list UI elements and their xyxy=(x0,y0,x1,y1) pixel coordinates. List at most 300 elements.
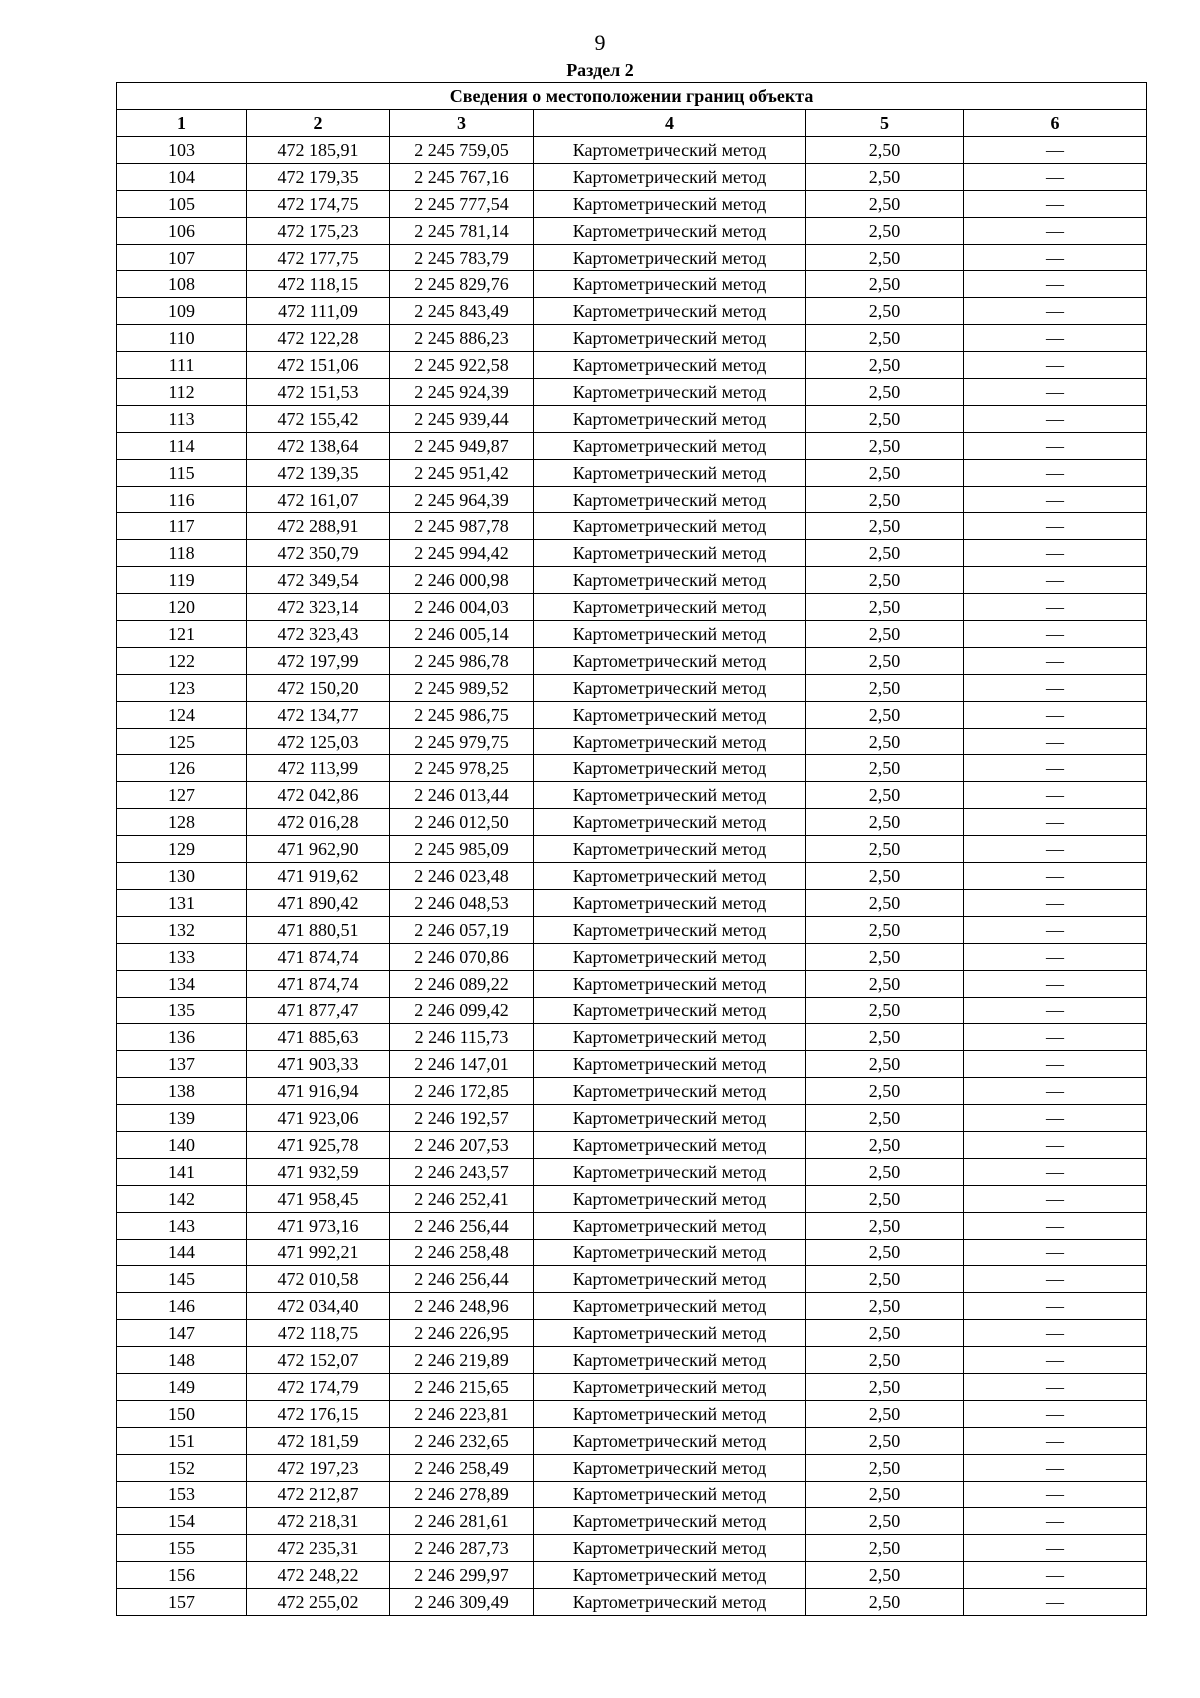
y-coordinate-cell: 2 245 989,52 xyxy=(390,674,534,701)
table-row xyxy=(117,325,1147,352)
method-cell: Картометрический метод xyxy=(534,1131,806,1158)
method-cell: Картометрический метод xyxy=(534,1535,806,1562)
point-number-cell: 117 xyxy=(117,513,247,540)
point-number-cell: 148 xyxy=(117,1347,247,1374)
point-number-cell: 147 xyxy=(117,1320,247,1347)
x-coordinate-cell: 472 150,20 xyxy=(247,674,390,701)
method-cell: Картометрический метод xyxy=(534,1212,806,1239)
description-cell: — xyxy=(964,1105,1147,1132)
accuracy-cell: 2,50 xyxy=(806,863,964,890)
table-row xyxy=(117,970,1147,997)
x-coordinate-cell: 472 248,22 xyxy=(247,1562,390,1589)
x-coordinate-cell: 472 122,28 xyxy=(247,325,390,352)
point-number-cell: 157 xyxy=(117,1589,247,1616)
point-number-cell: 114 xyxy=(117,432,247,459)
accuracy-cell: 2,50 xyxy=(806,137,964,164)
description-cell: — xyxy=(964,943,1147,970)
table-row xyxy=(117,513,1147,540)
x-coordinate-cell: 472 113,99 xyxy=(247,755,390,782)
point-number-cell: 156 xyxy=(117,1562,247,1589)
description-cell: — xyxy=(964,567,1147,594)
point-number-cell: 122 xyxy=(117,647,247,674)
point-number-cell: 105 xyxy=(117,190,247,217)
method-cell: Картометрический метод xyxy=(534,137,806,164)
accuracy-cell: 2,50 xyxy=(806,809,964,836)
column-header: 2 xyxy=(247,110,390,137)
accuracy-cell: 2,50 xyxy=(806,405,964,432)
point-number-cell: 112 xyxy=(117,379,247,406)
accuracy-cell: 2,50 xyxy=(806,1185,964,1212)
description-cell: — xyxy=(964,863,1147,890)
method-cell: Картометрический метод xyxy=(534,244,806,271)
table-row xyxy=(117,1400,1147,1427)
x-coordinate-cell: 472 138,64 xyxy=(247,432,390,459)
y-coordinate-cell: 2 245 986,75 xyxy=(390,701,534,728)
accuracy-cell: 2,50 xyxy=(806,567,964,594)
accuracy-cell: 2,50 xyxy=(806,244,964,271)
x-coordinate-cell: 472 161,07 xyxy=(247,486,390,513)
point-number-cell: 153 xyxy=(117,1481,247,1508)
table-caption: Сведения о местоположении границ объекта xyxy=(117,83,1147,110)
accuracy-cell: 2,50 xyxy=(806,1078,964,1105)
method-cell: Картометрический метод xyxy=(534,325,806,352)
point-number-cell: 149 xyxy=(117,1373,247,1400)
y-coordinate-cell: 2 246 256,44 xyxy=(390,1212,534,1239)
method-cell: Картометрический метод xyxy=(534,701,806,728)
table-row xyxy=(117,1266,1147,1293)
method-cell: Картометрический метод xyxy=(534,1078,806,1105)
x-coordinate-cell: 471 992,21 xyxy=(247,1239,390,1266)
method-cell: Картометрический метод xyxy=(534,1481,806,1508)
x-coordinate-cell: 472 155,42 xyxy=(247,405,390,432)
method-cell: Картометрический метод xyxy=(534,298,806,325)
point-number-cell: 118 xyxy=(117,540,247,567)
accuracy-cell: 2,50 xyxy=(806,1562,964,1589)
accuracy-cell: 2,50 xyxy=(806,647,964,674)
description-cell: — xyxy=(964,836,1147,863)
method-cell: Картометрический метод xyxy=(534,1024,806,1051)
y-coordinate-cell: 2 245 924,39 xyxy=(390,379,534,406)
point-number-cell: 115 xyxy=(117,459,247,486)
point-number-cell: 129 xyxy=(117,836,247,863)
y-coordinate-cell: 2 246 258,48 xyxy=(390,1239,534,1266)
point-number-cell: 141 xyxy=(117,1158,247,1185)
y-coordinate-cell: 2 245 767,16 xyxy=(390,163,534,190)
x-coordinate-cell: 472 176,15 xyxy=(247,1400,390,1427)
table-row xyxy=(117,1158,1147,1185)
method-cell: Картометрический метод xyxy=(534,1427,806,1454)
y-coordinate-cell: 2 246 252,41 xyxy=(390,1185,534,1212)
method-cell: Картометрический метод xyxy=(534,782,806,809)
table-row xyxy=(117,1320,1147,1347)
accuracy-cell: 2,50 xyxy=(806,540,964,567)
table-row xyxy=(117,1454,1147,1481)
table-row xyxy=(117,1562,1147,1589)
table-row xyxy=(117,486,1147,513)
x-coordinate-cell: 472 118,15 xyxy=(247,271,390,298)
method-cell: Картометрический метод xyxy=(534,513,806,540)
accuracy-cell: 2,50 xyxy=(806,1481,964,1508)
x-coordinate-cell: 472 174,79 xyxy=(247,1373,390,1400)
method-cell: Картометрический метод xyxy=(534,1185,806,1212)
accuracy-cell: 2,50 xyxy=(806,755,964,782)
description-cell: — xyxy=(964,594,1147,621)
table-row xyxy=(117,1535,1147,1562)
point-number-cell: 110 xyxy=(117,325,247,352)
accuracy-cell: 2,50 xyxy=(806,674,964,701)
x-coordinate-cell: 472 181,59 xyxy=(247,1427,390,1454)
point-number-cell: 130 xyxy=(117,863,247,890)
method-cell: Картометрический метод xyxy=(534,405,806,432)
point-number-cell: 133 xyxy=(117,943,247,970)
point-number-cell: 131 xyxy=(117,889,247,916)
table-row xyxy=(117,1481,1147,1508)
y-coordinate-cell: 2 245 783,79 xyxy=(390,244,534,271)
table-row xyxy=(117,405,1147,432)
table-row xyxy=(117,701,1147,728)
y-coordinate-cell: 2 246 256,44 xyxy=(390,1266,534,1293)
description-cell: — xyxy=(964,1078,1147,1105)
description-cell: — xyxy=(964,405,1147,432)
description-cell: — xyxy=(964,647,1147,674)
table-row xyxy=(117,916,1147,943)
point-number-cell: 143 xyxy=(117,1212,247,1239)
table-row xyxy=(117,137,1147,164)
boundary-table xyxy=(116,82,1147,1616)
table-row xyxy=(117,298,1147,325)
x-coordinate-cell: 472 034,40 xyxy=(247,1293,390,1320)
accuracy-cell: 2,50 xyxy=(806,728,964,755)
y-coordinate-cell: 2 246 089,22 xyxy=(390,970,534,997)
y-coordinate-cell: 2 246 005,14 xyxy=(390,621,534,648)
accuracy-cell: 2,50 xyxy=(806,217,964,244)
description-cell: — xyxy=(964,513,1147,540)
table-row xyxy=(117,1185,1147,1212)
y-coordinate-cell: 2 246 278,89 xyxy=(390,1481,534,1508)
description-cell: — xyxy=(964,190,1147,217)
method-cell: Картометрический метод xyxy=(534,1347,806,1374)
y-coordinate-cell: 2 246 287,73 xyxy=(390,1535,534,1562)
x-coordinate-cell: 472 197,23 xyxy=(247,1454,390,1481)
method-cell: Картометрический метод xyxy=(534,728,806,755)
description-cell: — xyxy=(964,1024,1147,1051)
method-cell: Картометрический метод xyxy=(534,163,806,190)
method-cell: Картометрический метод xyxy=(534,889,806,916)
y-coordinate-cell: 2 246 309,49 xyxy=(390,1589,534,1616)
section-title: Раздел 2 xyxy=(566,60,634,80)
y-coordinate-cell: 2 245 843,49 xyxy=(390,298,534,325)
y-coordinate-cell: 2 246 258,49 xyxy=(390,1454,534,1481)
accuracy-cell: 2,50 xyxy=(806,1373,964,1400)
method-cell: Картометрический метод xyxy=(534,1508,806,1535)
y-coordinate-cell: 2 246 281,61 xyxy=(390,1508,534,1535)
description-cell: — xyxy=(964,137,1147,164)
y-coordinate-cell: 2 245 951,42 xyxy=(390,459,534,486)
y-coordinate-cell: 2 245 985,09 xyxy=(390,836,534,863)
point-number-cell: 151 xyxy=(117,1427,247,1454)
point-number-cell: 137 xyxy=(117,1051,247,1078)
accuracy-cell: 2,50 xyxy=(806,432,964,459)
description-cell: — xyxy=(964,1481,1147,1508)
description-cell: — xyxy=(964,540,1147,567)
y-coordinate-cell: 2 245 886,23 xyxy=(390,325,534,352)
description-cell: — xyxy=(964,1400,1147,1427)
accuracy-cell: 2,50 xyxy=(806,916,964,943)
point-number-cell: 138 xyxy=(117,1078,247,1105)
point-number-cell: 140 xyxy=(117,1131,247,1158)
point-number-cell: 144 xyxy=(117,1239,247,1266)
description-cell: — xyxy=(964,352,1147,379)
x-coordinate-cell: 471 877,47 xyxy=(247,997,390,1024)
x-coordinate-cell: 472 016,28 xyxy=(247,809,390,836)
description-cell: — xyxy=(964,486,1147,513)
table-row xyxy=(117,1078,1147,1105)
x-coordinate-cell: 471 919,62 xyxy=(247,863,390,890)
accuracy-cell: 2,50 xyxy=(806,1400,964,1427)
x-coordinate-cell: 472 349,54 xyxy=(247,567,390,594)
description-cell: — xyxy=(964,997,1147,1024)
y-coordinate-cell: 2 246 000,98 xyxy=(390,567,534,594)
x-coordinate-cell: 471 923,06 xyxy=(247,1105,390,1132)
y-coordinate-cell: 2 245 994,42 xyxy=(390,540,534,567)
point-number-cell: 154 xyxy=(117,1508,247,1535)
y-coordinate-cell: 2 246 115,73 xyxy=(390,1024,534,1051)
description-cell: — xyxy=(964,674,1147,701)
table-row xyxy=(117,1373,1147,1400)
x-coordinate-cell: 472 174,75 xyxy=(247,190,390,217)
y-coordinate-cell: 2 245 986,78 xyxy=(390,647,534,674)
method-cell: Картометрический метод xyxy=(534,217,806,244)
table-row xyxy=(117,567,1147,594)
y-coordinate-cell: 2 246 070,86 xyxy=(390,943,534,970)
method-cell: Картометрический метод xyxy=(534,594,806,621)
x-coordinate-cell: 472 255,02 xyxy=(247,1589,390,1616)
accuracy-cell: 2,50 xyxy=(806,271,964,298)
x-coordinate-cell: 472 118,75 xyxy=(247,1320,390,1347)
column-header: 5 xyxy=(806,110,964,137)
x-coordinate-cell: 472 042,86 xyxy=(247,782,390,809)
accuracy-cell: 2,50 xyxy=(806,486,964,513)
method-cell: Картометрический метод xyxy=(534,352,806,379)
description-cell: — xyxy=(964,1427,1147,1454)
y-coordinate-cell: 2 246 219,89 xyxy=(390,1347,534,1374)
method-cell: Картометрический метод xyxy=(534,540,806,567)
point-number-cell: 107 xyxy=(117,244,247,271)
table-row xyxy=(117,889,1147,916)
point-number-cell: 134 xyxy=(117,970,247,997)
x-coordinate-cell: 472 185,91 xyxy=(247,137,390,164)
accuracy-cell: 2,50 xyxy=(806,621,964,648)
y-coordinate-cell: 2 245 781,14 xyxy=(390,217,534,244)
table-row xyxy=(117,943,1147,970)
x-coordinate-cell: 472 125,03 xyxy=(247,728,390,755)
table-row xyxy=(117,244,1147,271)
y-coordinate-cell: 2 245 922,58 xyxy=(390,352,534,379)
table-row xyxy=(117,1024,1147,1051)
x-coordinate-cell: 471 962,90 xyxy=(247,836,390,863)
method-cell: Картометрический метод xyxy=(534,1589,806,1616)
table-row xyxy=(117,217,1147,244)
x-coordinate-cell: 472 151,06 xyxy=(247,352,390,379)
table-row xyxy=(117,997,1147,1024)
y-coordinate-cell: 2 246 192,57 xyxy=(390,1105,534,1132)
table-row xyxy=(117,190,1147,217)
y-coordinate-cell: 2 245 829,76 xyxy=(390,271,534,298)
accuracy-cell: 2,50 xyxy=(806,1212,964,1239)
y-coordinate-cell: 2 246 099,42 xyxy=(390,997,534,1024)
point-number-cell: 146 xyxy=(117,1293,247,1320)
point-number-cell: 116 xyxy=(117,486,247,513)
point-number-cell: 139 xyxy=(117,1105,247,1132)
method-cell: Картометрический метод xyxy=(534,379,806,406)
table-row xyxy=(117,621,1147,648)
table-row xyxy=(117,432,1147,459)
description-cell: — xyxy=(964,325,1147,352)
table-row xyxy=(117,459,1147,486)
method-cell: Картометрический метод xyxy=(534,836,806,863)
y-coordinate-cell: 2 245 759,05 xyxy=(390,137,534,164)
accuracy-cell: 2,50 xyxy=(806,379,964,406)
table-row xyxy=(117,271,1147,298)
point-number-cell: 128 xyxy=(117,809,247,836)
x-coordinate-cell: 472 350,79 xyxy=(247,540,390,567)
y-coordinate-cell: 2 246 226,95 xyxy=(390,1320,534,1347)
point-number-cell: 111 xyxy=(117,352,247,379)
method-cell: Картометрический метод xyxy=(534,271,806,298)
method-cell: Картометрический метод xyxy=(534,943,806,970)
description-cell: — xyxy=(964,1373,1147,1400)
y-coordinate-cell: 2 246 215,65 xyxy=(390,1373,534,1400)
accuracy-cell: 2,50 xyxy=(806,1293,964,1320)
table-row xyxy=(117,674,1147,701)
table-row xyxy=(117,1239,1147,1266)
description-cell: — xyxy=(964,701,1147,728)
description-cell: — xyxy=(964,809,1147,836)
x-coordinate-cell: 472 139,35 xyxy=(247,459,390,486)
table-body xyxy=(117,137,1147,1616)
method-cell: Картометрический метод xyxy=(534,1105,806,1132)
point-number-cell: 142 xyxy=(117,1185,247,1212)
description-cell: — xyxy=(964,298,1147,325)
method-cell: Картометрический метод xyxy=(534,1051,806,1078)
table-row xyxy=(117,728,1147,755)
point-number-cell: 136 xyxy=(117,1024,247,1051)
method-cell: Картометрический метод xyxy=(534,1239,806,1266)
description-cell: — xyxy=(964,244,1147,271)
column-header: 1 xyxy=(117,110,247,137)
x-coordinate-cell: 471 874,74 xyxy=(247,943,390,970)
table-row xyxy=(117,540,1147,567)
accuracy-cell: 2,50 xyxy=(806,701,964,728)
accuracy-cell: 2,50 xyxy=(806,298,964,325)
x-coordinate-cell: 471 958,45 xyxy=(247,1185,390,1212)
table-caption-row xyxy=(117,83,1147,110)
table-row xyxy=(117,1293,1147,1320)
table-row xyxy=(117,809,1147,836)
accuracy-cell: 2,50 xyxy=(806,1266,964,1293)
accuracy-cell: 2,50 xyxy=(806,1589,964,1616)
point-number-cell: 120 xyxy=(117,594,247,621)
x-coordinate-cell: 472 323,43 xyxy=(247,621,390,648)
point-number-cell: 121 xyxy=(117,621,247,648)
x-coordinate-cell: 472 235,31 xyxy=(247,1535,390,1562)
table-row xyxy=(117,163,1147,190)
y-coordinate-cell: 2 246 048,53 xyxy=(390,889,534,916)
accuracy-cell: 2,50 xyxy=(806,1508,964,1535)
y-coordinate-cell: 2 246 299,97 xyxy=(390,1562,534,1589)
description-cell: — xyxy=(964,1185,1147,1212)
column-header: 6 xyxy=(964,110,1147,137)
description-cell: — xyxy=(964,271,1147,298)
method-cell: Картометрический метод xyxy=(534,1562,806,1589)
point-number-cell: 126 xyxy=(117,755,247,782)
accuracy-cell: 2,50 xyxy=(806,836,964,863)
x-coordinate-cell: 471 932,59 xyxy=(247,1158,390,1185)
y-coordinate-cell: 2 246 207,53 xyxy=(390,1131,534,1158)
x-coordinate-cell: 472 151,53 xyxy=(247,379,390,406)
method-cell: Картометрический метод xyxy=(534,1400,806,1427)
description-cell: — xyxy=(964,1589,1147,1616)
x-coordinate-cell: 471 903,33 xyxy=(247,1051,390,1078)
method-cell: Картометрический метод xyxy=(534,1158,806,1185)
point-number-cell: 152 xyxy=(117,1454,247,1481)
accuracy-cell: 2,50 xyxy=(806,1535,964,1562)
description-cell: — xyxy=(964,782,1147,809)
y-coordinate-cell: 2 245 949,87 xyxy=(390,432,534,459)
table-row xyxy=(117,647,1147,674)
method-cell: Картометрический метод xyxy=(534,1454,806,1481)
method-cell: Картометрический метод xyxy=(534,755,806,782)
y-coordinate-cell: 2 245 978,25 xyxy=(390,755,534,782)
table-row xyxy=(117,1131,1147,1158)
point-number-cell: 123 xyxy=(117,674,247,701)
method-cell: Картометрический метод xyxy=(534,432,806,459)
accuracy-cell: 2,50 xyxy=(806,1427,964,1454)
description-cell: — xyxy=(964,432,1147,459)
table-row xyxy=(117,1427,1147,1454)
x-coordinate-cell: 472 288,91 xyxy=(247,513,390,540)
x-coordinate-cell: 472 010,58 xyxy=(247,1266,390,1293)
method-cell: Картометрический метод xyxy=(534,970,806,997)
accuracy-cell: 2,50 xyxy=(806,1024,964,1051)
accuracy-cell: 2,50 xyxy=(806,1131,964,1158)
table-row xyxy=(117,1589,1147,1616)
y-coordinate-cell: 2 246 223,81 xyxy=(390,1400,534,1427)
accuracy-cell: 2,50 xyxy=(806,1320,964,1347)
point-number-cell: 124 xyxy=(117,701,247,728)
accuracy-cell: 2,50 xyxy=(806,943,964,970)
description-cell: — xyxy=(964,755,1147,782)
point-number-cell: 119 xyxy=(117,567,247,594)
point-number-cell: 150 xyxy=(117,1400,247,1427)
accuracy-cell: 2,50 xyxy=(806,889,964,916)
y-coordinate-cell: 2 246 243,57 xyxy=(390,1158,534,1185)
x-coordinate-cell: 472 197,99 xyxy=(247,647,390,674)
accuracy-cell: 2,50 xyxy=(806,1105,964,1132)
x-coordinate-cell: 471 973,16 xyxy=(247,1212,390,1239)
description-cell: — xyxy=(964,1508,1147,1535)
y-coordinate-cell: 2 246 013,44 xyxy=(390,782,534,809)
point-number-cell: 125 xyxy=(117,728,247,755)
y-coordinate-cell: 2 245 979,75 xyxy=(390,728,534,755)
method-cell: Картометрический метод xyxy=(534,1320,806,1347)
table-row xyxy=(117,1051,1147,1078)
point-number-cell: 113 xyxy=(117,405,247,432)
method-cell: Картометрический метод xyxy=(534,621,806,648)
accuracy-cell: 2,50 xyxy=(806,513,964,540)
x-coordinate-cell: 471 890,42 xyxy=(247,889,390,916)
point-number-cell: 132 xyxy=(117,916,247,943)
